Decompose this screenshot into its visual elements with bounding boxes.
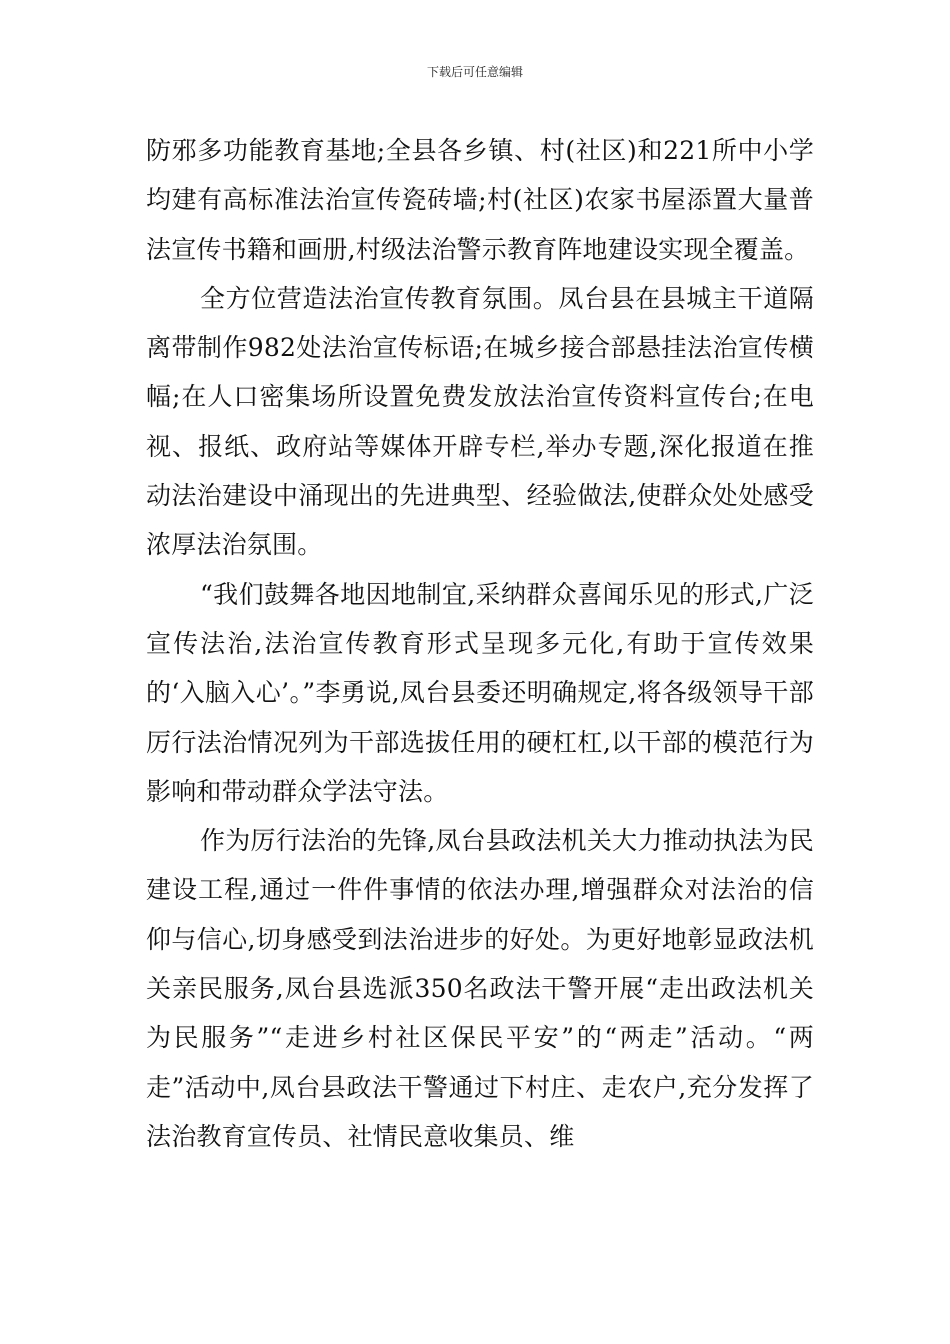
- paragraph: 作为厉行法治的先锋,凤台县政法机关大力推动执法为民建设工程,通过一件件事情的依法办理,增强群众对法治的信仰与信心,切身感受到法治进步的好处。为更好地彰显政法机关亲民服务,凤台县选派350名政法干警开展“走出政法机关为民服务”“走进乡村社区保民平安”的“两走”活动。“两走”活动中,凤台县政法干警通过下村庄、走农户,充分发挥了法治教育宣传员、社情民意收集员、维: [146, 826, 814, 1151]
- paragraph: 全方位营造法治宣传教育氛围。凤台县在县城主干道隔离带制作982处法治宣传标语;在城乡接合部悬挂法治宣传横幅;在人口密集场所设置免费发放法治宣传资料宣传台;在电视、报纸、政府站等媒体开辟专栏,举办专题,深化报道在推动法治建设中涌现出的先进典型、经验做法,使群众处处感受浓厚法治氛围。: [146, 283, 814, 560]
- paragraph-continuation: 防邪多功能教育基地;全县各乡镇、村(社区)和221所中小学均建有高标准法治宣传瓷砖墙;村(社区)农家书屋添置大量普法宣传书籍和画册,村级法治警示教育阵地建设实现全覆盖。: [146, 136, 814, 264]
- paragraph: “我们鼓舞各地因地制宜,采纳群众喜闻乐见的形式,广泛宣传法治,法治宣传教育形式呈现多元化,有助于宣传效果的‘入脑入心’。”李勇说,凤台县委还明确规定,将各级领导干部厉行法治情况列为干部选拔任用的硬杠杠,以干部的模范行为影响和带动群众学法守法。: [146, 579, 814, 806]
- document-body: [146, 126, 814, 1161]
- page-header: 下载后可任意编辑: [426, 65, 523, 79]
